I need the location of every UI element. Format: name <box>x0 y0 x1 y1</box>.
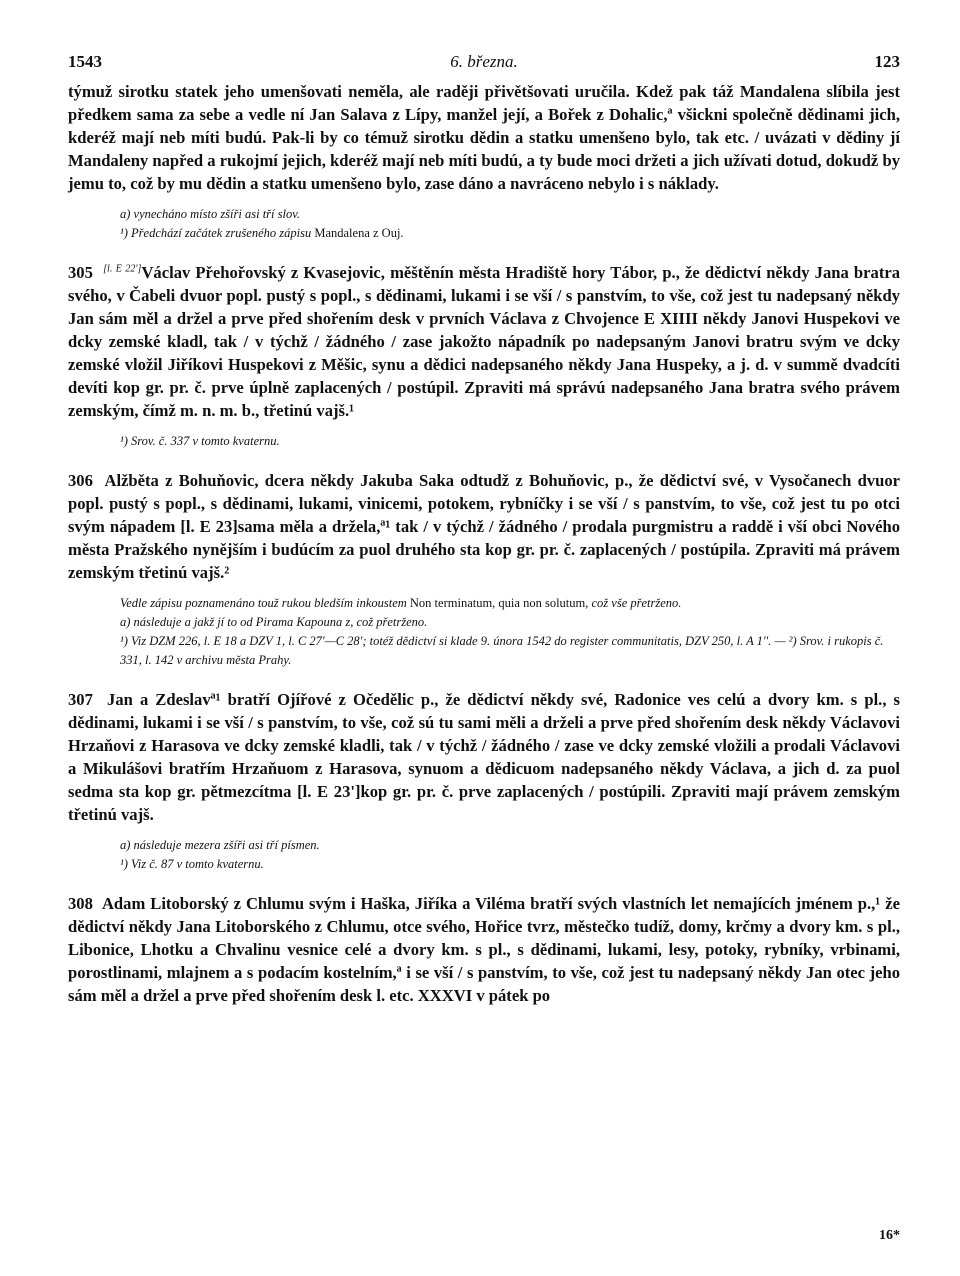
entry-text: Václav Přehořovský z Kvasejovic, měštěnín města Hradiště hory Tábor, p., že dědictví někdy Jana bratra svého, v Čabeli dvuor popl. pustý s popl., s dědinami, lukami i se vší / s panstvím, to vše, což jest tu nadepsaný někdy Jan sám měl a držel a prve před shořením desk v prvních Václava z Chvojence E XIIII někdy Janovi Huspekovi ve dcky zemské kladl, tak / v týchž / žádného / zase jakožto nápadník po nadepsaným Janovi bratru svým ve dcky zemské vložil Jiříkovi Huspekovi z Měšic, synu a dědici nadepsaného někdy Jana Huspeky, a j. d. v summě dvadcíti devíti kop gr. pr. č. prve úplně zaplacených / postúpil. Zpraviti má správú nadepsaného Jana bratra svého právem zemským, čímž m. n. m. b., třetinú vajš.¹ <box>68 263 901 420</box>
header-year: 1543 <box>68 52 102 71</box>
footnote-1-rest: Mandalena z Ouj. <box>311 226 404 240</box>
entry-paragraph <box>68 892 900 1007</box>
entry-305 <box>68 261 900 451</box>
page-number: 123 <box>874 52 900 71</box>
footnote-a: a) vynecháno místo zšíři asi tří slov. <box>120 207 300 221</box>
intro-paragraph: týmuž sirotku statek jeho umenšovati neměla, ale raději přivětšovati uručila. Kdež pak táž Mandalena slíbila jest předkem sama za sebe a vedle ní Jan Salava z Lípy, manžel její, a Bořek z Dohalic,ª všickni společně dědinami jich, kderéž mají neb míti budú. Pak-li by co témuž sirotku dědin a statku umenšeno bylo, tak etc. / uvázati v dědiny jí Mandaleny napřed a rukojmí jejich, kderéž mají neb míti budú, a ty bude moci držeti a jich užívati dotud, dokudž by jemu to, což by mu dědin a statku umenšeno bylo, zase dáno a navráceno nebylo i s náklady. <box>68 82 900 193</box>
footnote-1 <box>120 224 900 243</box>
footnote: a) následuje a jakž jí to od Pirama Kapouna z, což přetrženo. <box>120 615 428 629</box>
entry-number: 308 <box>68 894 93 913</box>
entry-paragraph <box>68 688 900 826</box>
folio-ref: [l. E 22'] <box>103 263 142 275</box>
document-page <box>68 52 900 1007</box>
footnote: ¹) Viz DZM 226, l. E 18 a DZV 1, l. C 27'—C 28'; totéž dědictví si klade 9. února 1542 do register communitatis, DZV 250, l. A 1''. — ²) Srov. i rukopis č. 331, l. 142 v archivu města Prahy. <box>120 634 884 667</box>
running-header <box>68 52 900 80</box>
footnote-1-italic: ¹) Předchází začátek zrušeného zápisu <box>120 226 312 240</box>
entry-text: Alžběta z Bohuňovic, dcera někdy Jakuba Saka odtudž z Bohuňovic, p., že dědictví své, v Vysočanech dvuor popl. pustý s popl., s dědinami, lukami, vinicemi, potokem, rybníčky i se vší / s panstvím, to vše, což jest tu po otci svým nápadem [l. E 23]sama měla a držela,ª¹ tak / v týchž / žádného / prodala purgmistru a raddě i vší obci Nového města Pražského nynějším i budúcím za puol druhého sta kop gr. pr. č. zaplacených / postúpila. Zpraviti má právem zemským třetinú vajš.² <box>68 471 900 582</box>
entry-number: 306 <box>68 471 93 490</box>
entry-308 <box>68 892 900 1007</box>
header-date: 6. března. <box>450 52 518 71</box>
entry-paragraph <box>68 261 900 422</box>
entry-paragraph <box>68 469 900 584</box>
entry-307 <box>68 688 900 874</box>
entry-number: 305 <box>68 263 93 282</box>
footnote: a) následuje mezera zšíři asi tří písmen. <box>120 838 320 852</box>
footnote: ¹) Srov. č. 337 v tomto kvaternu. <box>120 434 280 448</box>
marginal-note <box>120 594 900 613</box>
entry-306 <box>68 469 900 670</box>
footnote: ¹) Viz č. 87 v tomto kvaternu. <box>120 857 264 871</box>
entry-text: Jan a Zdeslavª¹ bratří Ojířové z Očedělic p., že dědictví někdy své, Radonice ves celú a dvory km. s pl., s dědinami, lukami i se vší / s panstvím, to vše, což sú tu sami měli a drželi a prve před shořením desk někdy Václavovi Hrzaňovi z Harasova ve dcky zemské kladli, tak / v týchž / žádného / zase ve dcky zemské vložili a prodali Václavovi a Mikulášovi bratřím Hrzaňuom z Harasova, synuom a dědicuom nadepsaného někdy Václava, a jich d. za puol sedma sta kop gr. pětmezcítma [l. E 23']kop gr. pr. č. prve zaplacených / postúpili. Zpraviti mají právem zemským třetinú vajš. <box>68 690 900 824</box>
note-tail: což vše přetrženo. <box>588 596 682 610</box>
note-italic: Vedle zápisu poznamenáno touž rukou bledším inkoustem <box>120 596 407 610</box>
signature-mark: 16* <box>879 1228 900 1243</box>
entry-text: Adam Litoborský z Chlumu svým i Haška, Jiříka a Viléma bratří svých vlastních let nemajících jménem p.,¹ že dědictví někdy Jana Litoborského z Chlumu, otce svého, Hořice tvrz, městečko tudíž, domy, krčmy a dvory km. s pl., Libonice, Lhotku a Chvalinu vesnice celé a dvory km. s pl., s dědinami, lukami, lesy, potoky, rybníky, vrbinami, porostlinami, mlajnem a s podacím kostelním,ª i se vší / s panstvím, to vše, což jest tu nadepsaný někdy Jan otec jeho sám měl a držel a prve před shořením desk l. etc. XXXVI v pátek po <box>68 894 900 1005</box>
note-rest: Non terminatum, quia non solutum, <box>406 596 589 610</box>
entry-number: 307 <box>68 690 93 709</box>
